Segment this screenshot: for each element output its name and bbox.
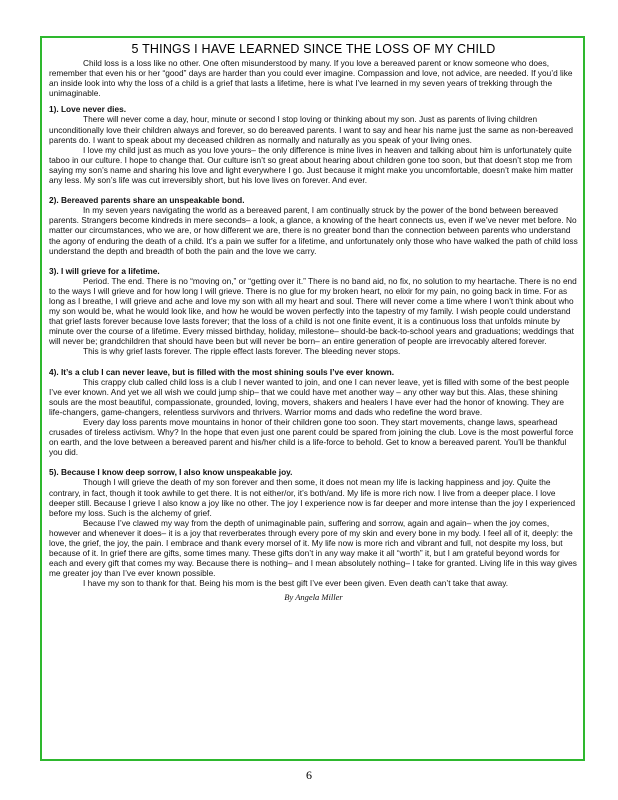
intro-paragraph: Child loss is a loss like no other. One often misunderstood by many. If you love a bereaved parent or know someone who does, remember that even his or her “good” days are harder than you could ever imagine. Compassion and love, not advice, are needed. If you’d like an inside look into why the loss of a child is a grief that lasts a lifetime, here is what I’ve learned in my seven years of trekking through the unimaginable. (49, 58, 573, 99)
article (49, 42, 578, 602)
author-byline: By Angela Miller (284, 591, 343, 602)
section-paragraph: Every day loss parents move mountains in honor of their children gone too soon. They start movements, change laws, spearhead crusades of tireless activism. Why? In the hope that even just one parent could be spared from joining the club. Love is the most powerful force on earth, and the love between a bereaved parent and his/her child is a life-force to behold. Get to know a bereaved parent. You’ll be thankful you did. (49, 417, 574, 458)
section-heading: 3). I will grieve for a lifetime. (49, 265, 160, 276)
section-3 (49, 266, 578, 357)
article-title: 5 THINGS I HAVE LEARNED SINCE THE LOSS OF MY CHILD (131, 42, 496, 56)
section-heading: 4). It’s a club I can never leave, but is filled with the most shining souls I’ve ever known. (49, 366, 395, 377)
page-number: 6 (306, 768, 312, 782)
section-paragraph: This crappy club called child loss is a club I never wanted to join, and one I can never leave, yet is filled with some of the best people I’ve ever known. And yet we all wish we could jump ship– that we could have met another way – any other way but this. Alas, these shining souls are the most beautiful, compassionate, grounded, loving, movers, shakers and healers I have ever had the honor of knowing. They are life-changers, game-changers, relentless survivors and thrivers. Warrior moms and dads who redefine the word brave. (49, 376, 570, 417)
section-paragraph: Though I will grieve the death of my son forever and then some, it does not mean my life is lacking happiness and joy. Quite the contrary, in fact, though it took awhile to get there. It is not either/or, it’s both/and. My life is more rich now. I live from a deeper place. I love deeper still. Because I grieve I also know a joy like no other. The joy I experience now is far deeper and more intense than the joy I experienced before my loss. Such is the alchemy of grief. (49, 477, 576, 518)
section-paragraph: This is why grief lasts forever. The ripple effect lasts forever. The bleeding never stops. (83, 346, 401, 357)
section-1 (49, 104, 578, 185)
section-heading: 2). Bereaved parents share an unspeakable bond. (49, 195, 245, 206)
section-paragraph: I have my son to thank for that. Being his mom is the best gift I’ve ever been given. Even death can’t take that away. (83, 578, 509, 589)
section-heading: 5). Because I know deep sorrow, I also know unspeakable joy. (49, 467, 293, 478)
section-4 (49, 367, 578, 458)
section-heading: 1). Love never dies. (49, 104, 127, 115)
section-5 (49, 467, 578, 588)
section-paragraph: Because I’ve clawed my way from the depth of unimaginable pain, suffering and sorrow, again and again– when the joy comes, however and whenever it does– it is a joy that reverberates through every pore of my skin and every bone in my body. I feel all of it, deeply: the love, the grief, the joy, the pain. I embrace and thank every morsel of it. My life now is more rich and vibrant and full, not despite my loss, but because of it. In grief there are gifts, some times many. These gifts don’t in any way make it all “worth” it, but I am grateful beyond words for each and every gift that comes my way. Because there is nothing– and I mean absolutely nothing– I take for granted. Living life in this way gives me greater joy than I’ve ever known possible. (49, 517, 577, 579)
section-paragraph: In my seven years navigating the world as a bereaved parent, I am continually struck by the power of the bond between bereaved parents. Strangers become kindreds in mere seconds– a look, a glance, a knowing of the heart connects us, even if we’ve never met before. No matter our circumstances, who we are, or how different we are, there is no greater bond than the connection between parents who understand the agony of enduring the death of a child. It’s a pain we suffer for a lifetime, and unfortunately only those who have walked the path of child loss understand the depth and breadth of both the pain and the love we carry. (49, 205, 578, 256)
section-paragraph: There will never come a day, hour, minute or second I stop loving or thinking about my son. Just as parents of living children unconditionally love their children always and forever, so do bereaved parents. I want to say and hear his name just the same as non-bereaved parents do. I want to speak about my deceased children as normally and naturally as you speak of your living ones. (49, 114, 573, 145)
section-paragraph: Period. The end. There is no “moving on,” or “getting over it.” There is no band aid, no fix, no solution to my heartache. There is no end to the ways I will grieve and for how long I will grieve. There is no glue for my broken heart, no elixir for my pain, no going back in time. For as long as I breathe, I will grieve and ache and love my son with all my heart and soul. There will never come a time where I won’t think about who my son would be, what he would look like, and how he would be woven perfectly into the tapestry of my family. I wish people could understand that grief lasts forever because love lasts forever; that the loss of a child is not one finite event, it is a continuous loss that unfolds minute by minute over the course of a lifetime. Every missed birthday, holiday, milestone– should-be back-to-school years and graduations; weddings that will never be; grandchildren that should have been but will never be born– an entire generation of people are irrevocably altered forever. (49, 275, 577, 347)
section-paragraph: I love my child just as much as you love yours– the only difference is mine lives in heaven and talking about him is unfortunately quite taboo in our culture. I hope to change that. Our culture isn’t so great about hearing about children gone too soon, but that doesn’t stop me from saying my son’s name and sharing his love and light everywhere I go. Just because it might make you uncomfortable, doesn’t make him matter any less. My son’s life was cut irreversibly short, but his love lives on forever. And ever. (49, 144, 574, 186)
section-2 (49, 195, 578, 256)
